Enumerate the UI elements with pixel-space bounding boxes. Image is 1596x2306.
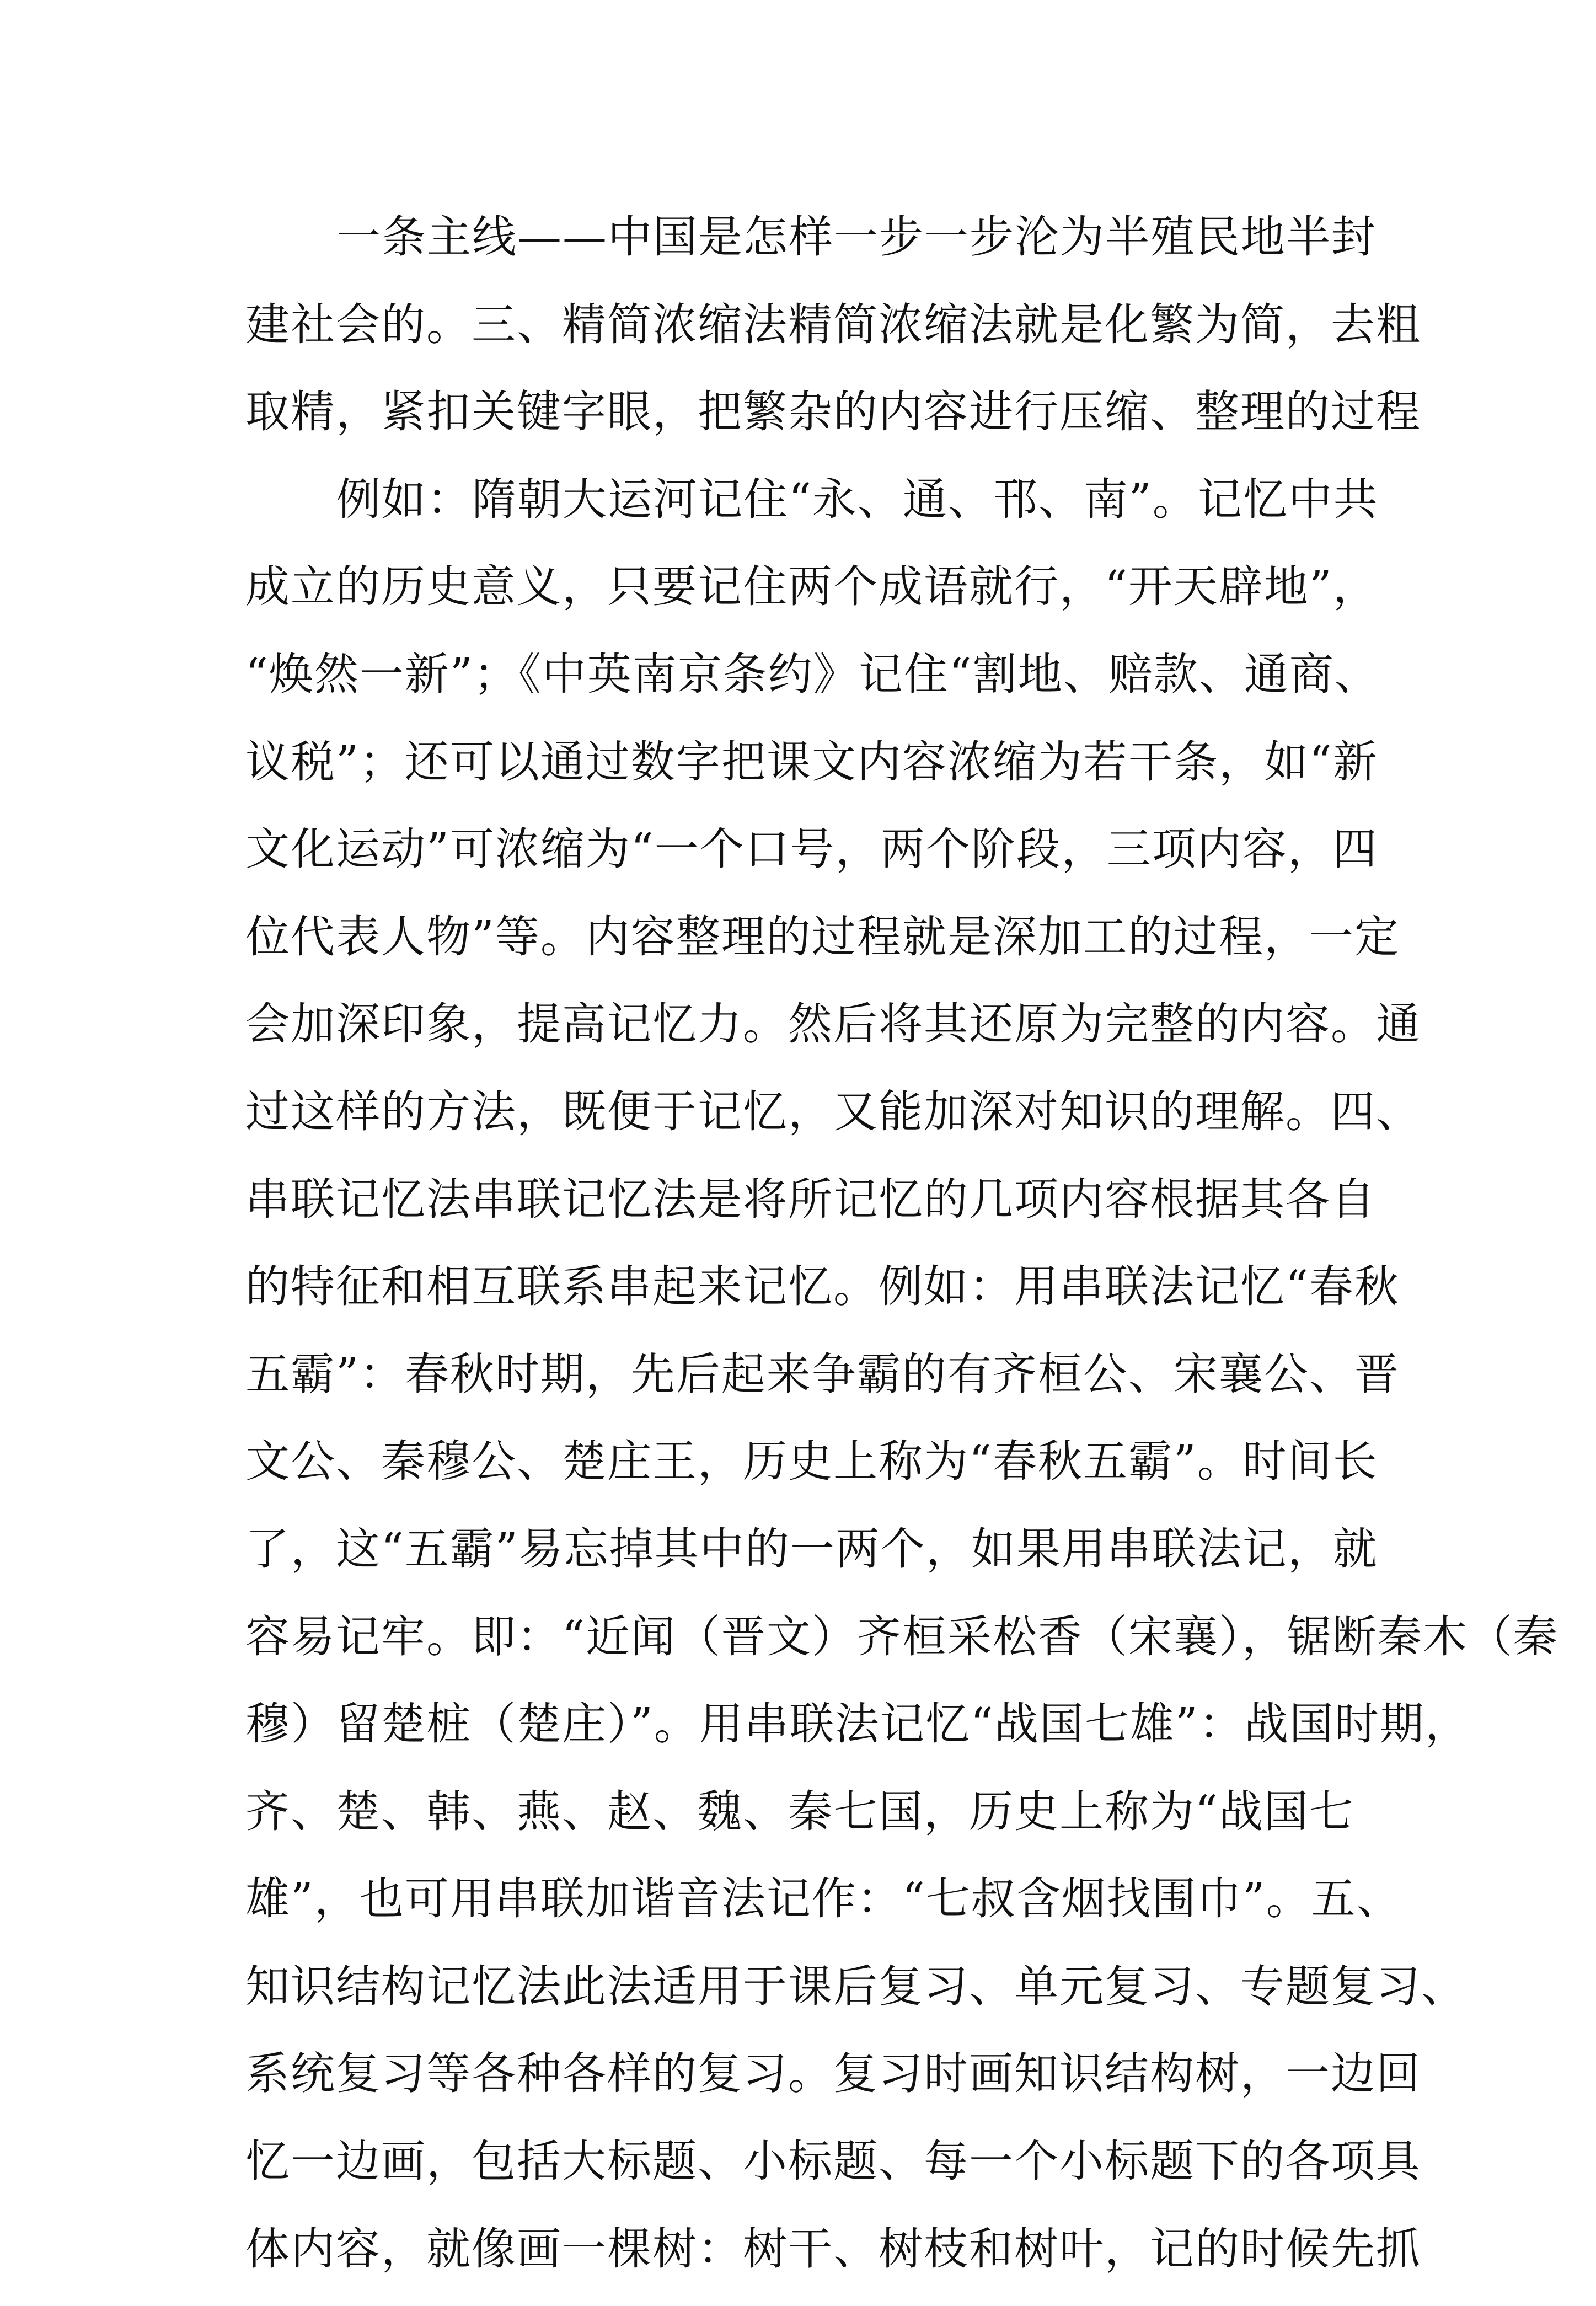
text-line: 体内容，就像画一棵树：树干、树枝和树叶，记的时候先抓 — [245, 2223, 1421, 2275]
text-line: 五霸”：春秋时期，先后起来争霸的有齐桓公、宋襄公、晋 — [245, 1348, 1400, 1400]
text-line: 雄”，也可用串联加谐音法记作：“七叔含烟找围巾”。五、 — [245, 1873, 1402, 1925]
text-line: 位代表人物”等。内容整理的过程就是深加工的过程，一定 — [245, 911, 1400, 962]
text-line: 串联记忆法串联记忆法是将所记忆的几项内容根据其各自 — [245, 1173, 1376, 1225]
text-line: 容易记牢。即：“近闻（晋文）齐桓采松香（宋襄），锯断秦木（秦 — [245, 1611, 1558, 1662]
text-line: 穆）留楚桩（楚庄）”。用串联法记忆“战国七雄”：战国时期， — [245, 1698, 1470, 1750]
text-line: “焕然一新”；《中英南京条约》记住“割地、赔款、通商、 — [245, 648, 1380, 700]
text-line: 会加深印象，提高记忆力。然后将其还原为完整的内容。通 — [245, 998, 1421, 1050]
text-line: 的特征和相互联系串起来记忆。例如：用串联法记忆“春秋 — [245, 1261, 1400, 1313]
text-line: 过这样的方法，既便于记忆，又能加深对知识的理解。四、 — [245, 1085, 1421, 1137]
text-line: 例如：隋朝大运河记住“永、通、邗、南”。记忆中共 — [336, 473, 1379, 525]
text-line: 知识结构记忆法此法适用于课后复习、单元复习、专题复习、 — [245, 1960, 1466, 2012]
text-line: 文化运动”可浓缩为“一个口号，两个阶段，三项内容，四 — [245, 823, 1378, 875]
text-line: 系统复习等各种各样的复习。复习时画知识结构树，一边回 — [245, 2048, 1421, 2100]
text-line: 了，这“五霸”易忘掉其中的一两个，如果用串联法记，就 — [245, 1523, 1378, 1575]
text-line: 忆一边画，包括大标题、小标题、每一个小标题下的各项具 — [245, 2136, 1421, 2187]
text-line: 齐、楚、韩、燕、赵、魏、秦七国，历史上称为“战国七 — [245, 1785, 1354, 1837]
text-line: 一条主线——中国是怎样一步一步沦为半殖民地半封 — [336, 211, 1377, 263]
text-line: 成立的历史意义，只要记住两个成语就行，“开天辟地”， — [245, 561, 1378, 613]
text-line: 取精，紧扣关键字眼，把繁杂的内容进行压缩、整理的过程 — [245, 386, 1421, 438]
text-line: 议税”；还可以通过数字把课文内容浓缩为若干条，如“新 — [245, 736, 1378, 788]
text-line: 文公、秦穆公、楚庄王，历史上称为“春秋五霸”。时间长 — [245, 1436, 1378, 1488]
body-text — [245, 207, 1558, 2306]
text-line: 建社会的。三、精简浓缩法精简浓缩法就是化繁为简，去粗 — [245, 298, 1421, 350]
